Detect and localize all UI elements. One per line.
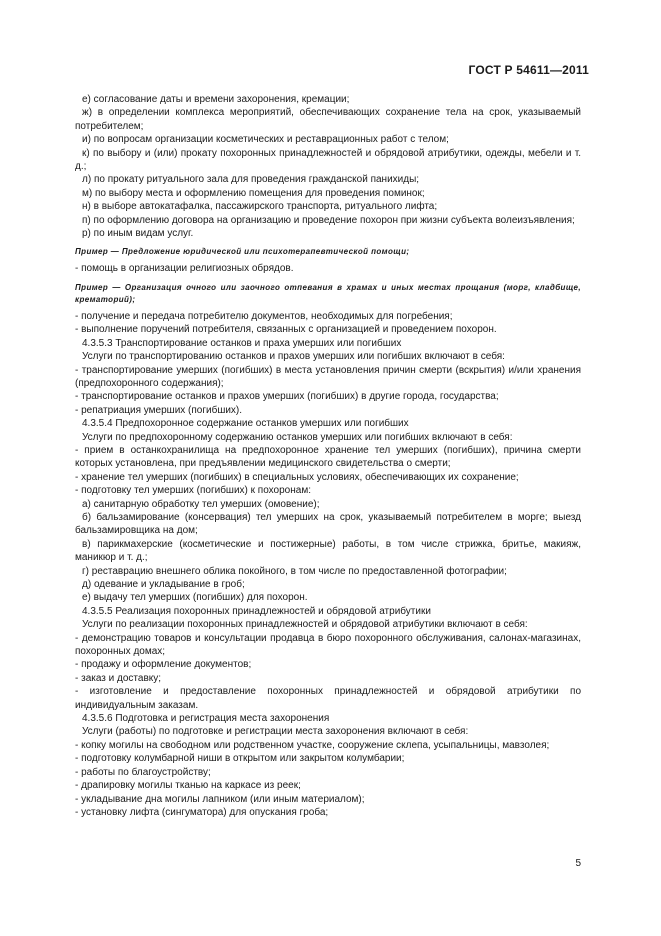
text-paragraph: л) по прокату ритуального зала для проведения гражданской панихиды; (82, 174, 420, 186)
text-paragraph: - прием в останкохранилища на предпохоронное хранение тел умерших (погибших), причина смерти которых установлена, при предъявлении медицинского свидетельства о смерти; (75, 444, 581, 470)
text-paragraph: г) реставрацию внешнего облика покойного, в том числе по предоставленной фотографии; (82, 565, 507, 577)
text-paragraph: а) санитарную обработку тел умерших (омовение); (82, 498, 320, 510)
text-paragraph: - транспортирование умерших (погибших) в места установления причин смерти (вскрытия) и/или хранения (предпохоронного содержания); (75, 364, 581, 389)
text-paragraph: е) согласование даты и времени захоронения, кремации; (82, 94, 350, 105)
text-paragraph: - демонстрацию товаров и консультации продавца в бюро похоронного обслуживания, салонах-магазинах, похоронных домах; (75, 632, 581, 658)
text-paragraph: к) по выбору и (или) прокату похоронных принадлежностей и обрядовой атрибутики, одежды, мебели и т. д.; (75, 147, 581, 173)
text-paragraph: 4.3.5.4 Предпохоронное содержание останков умерших или погибших (82, 418, 409, 430)
text-paragraph: п) по оформлению договора на организацию и проведение похорон при жизни субъекта волеизъявления; (82, 214, 575, 226)
text-paragraph: - репатриация умерших (погибших). (75, 404, 243, 416)
page-number: 5 (575, 858, 581, 869)
text-paragraph: Услуги (работы) по подготовке и регистрации места захоронения включают в себя: (82, 726, 469, 738)
text-paragraph: - установку лифта (сингуматора) для опускания гроба; (75, 806, 329, 818)
text-paragraph: 4.3.5.6 Подготовка и регистрация места захоронения (82, 713, 330, 725)
text-paragraph: е) выдачу тел умерших (погибших) для похорон. (82, 592, 308, 604)
text-paragraph: - выполнение поручений потребителя, связанных с организацией и проведением похорон. (75, 324, 497, 336)
text-paragraph: д) одевание и укладывание в гроб; (82, 579, 245, 590)
text-paragraph: - изготовление и предоставление похоронных принадлежностей и обрядовой атрибутики по индивидуальным заказам. (75, 686, 581, 711)
text-paragraph: - хранение тел умерших (погибших) в специальных условиях, обеспечивающих их сохранение; (75, 471, 519, 483)
text-paragraph: м) по выбору места и оформлению помещения для проведения поминок; (82, 187, 425, 199)
text-paragraph: - продажу и оформление документов; (75, 659, 252, 671)
text-paragraph: и) по вопросам организации косметических и реставрационных работ с телом; (82, 134, 449, 146)
text-paragraph: в) парикмахерские (косметические и постижерные) работы, в том числе стрижка, бритье, макияж, маникюр и т. д.; (75, 538, 581, 564)
text-paragraph: Услуги по предпохоронному содержанию останков умерших или погибших включают в себя: (82, 431, 513, 443)
example-paragraph: Пример — Предложение юридической или психотерапевтической помощи; (75, 247, 410, 257)
standard-code: ГОСТ Р 54611—2011 (468, 63, 589, 77)
text-paragraph: - помощь в организации религиозных обрядов. (75, 263, 294, 275)
text-paragraph: 4.3.5.3 Транспортирование останков и праха умерших или погибших (82, 337, 402, 349)
text-paragraph: р) по иным видам услуг. (82, 228, 194, 240)
text-paragraph: 4.3.5.5 Реализация похоронных принадлежностей и обрядовой атрибутики (82, 605, 431, 617)
text-paragraph: н) в выборе автокатафалка, пассажирского транспорта, ритуального лифта; (82, 201, 438, 213)
text-paragraph: - подготовку тел умерших (погибших) к похоронам: (75, 485, 311, 497)
text-paragraph: ж) в определении комплекса мероприятий, обеспечивающих сохранение тела на срок, указываемый потребителем; (75, 107, 581, 132)
example-paragraph: Пример — Организация очного или заочного отпевания в храмах и иных местах прощания (морг, кладбище, крематорий); (75, 282, 581, 304)
document-body (75, 93, 581, 819)
text-paragraph: б) бальзамирование (консервация) тел умерших на срок, указываемый потребителем в морге; выезд бальзамировщика на дом; (75, 511, 581, 537)
text-paragraph: - транспортирование останков и прахов умерших (погибших) в другие города, государства; (75, 391, 499, 403)
text-paragraph: - работы по благоустройству; (75, 766, 211, 778)
text-paragraph: - копку могилы на свободном или родственном участке, сооружение склепа, усыпальницы, мавзолея; (75, 739, 550, 751)
text-paragraph: - укладывание дна могилы лапником (или иным материалом); (75, 793, 365, 805)
text-paragraph: - подготовку колумбарной ниши в открытом или закрытом колумбарии; (75, 753, 405, 765)
text-paragraph: Услуги по транспортированию останков и прахов умерших или погибших включают в себя: (82, 351, 505, 363)
text-paragraph: - получение и передача потребителю документов, необходимых для погребения; (75, 310, 453, 322)
text-paragraph: - драпировку могилы тканью на каркасе из реек; (75, 780, 301, 792)
text-paragraph: Услуги по реализации похоронных принадлежностей и обрядовой атрибутики включают в себя: (82, 619, 528, 631)
text-paragraph: - заказ и доставку; (75, 672, 162, 684)
